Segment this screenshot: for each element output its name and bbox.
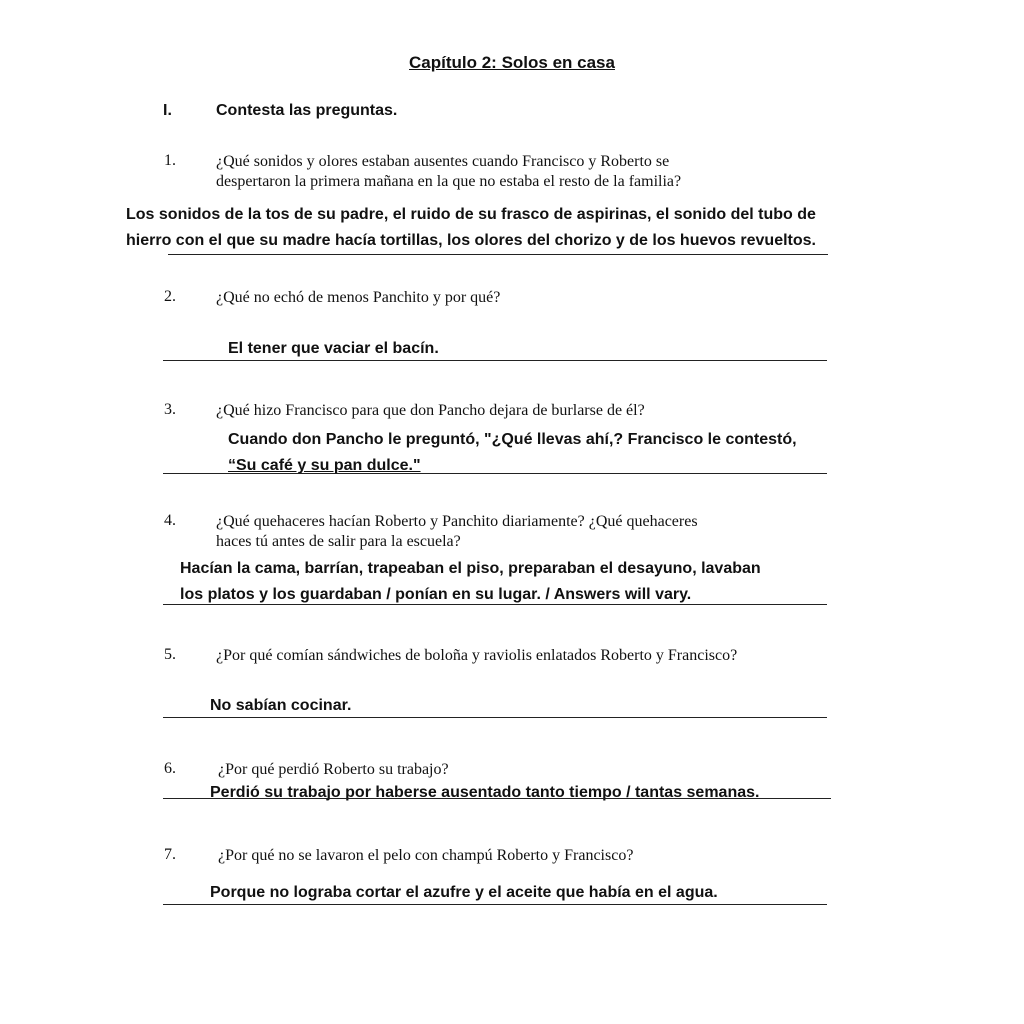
answer-line-rule (163, 798, 831, 799)
answer-line-rule (163, 360, 827, 361)
answer (210, 880, 718, 906)
answer-line: Cuando don Pancho le preguntó, "¿Qué llevas ahí,? Francisco le contestó, (228, 431, 797, 448)
question-line: ¿Qué no echó de menos Panchito y por qué? (216, 289, 501, 306)
question-line: ¿Por qué perdió Roberto su trabajo? (218, 761, 449, 778)
question-number: 1. (164, 152, 176, 169)
question-line: haces tú antes de salir para la escuela? (216, 533, 461, 550)
page-title-text: Capítulo 2: Solos en casa (409, 53, 615, 72)
answer-line-rule (163, 904, 827, 905)
answer-line: Perdió su trabajo por haberse ausentado tanto tiempo / tantas semanas. (210, 784, 760, 801)
question-number: 4. (164, 512, 176, 529)
question-number: 7. (164, 846, 176, 863)
answer-line: Los sonidos de la tos de su padre, el ruido de su frasco de aspirinas, el sonido del tubo de (126, 206, 816, 223)
question-number: 5. (164, 646, 176, 663)
question-text (216, 288, 500, 308)
question-line: ¿Qué quehaceres hacían Roberto y Panchito diariamente? ¿Qué quehaceres (216, 513, 698, 530)
question-line: ¿Por qué no se lavaron el pelo con champú Roberto y Francisco? (218, 847, 634, 864)
question-line: ¿Por qué comían sándwiches de boloña y raviolis enlatados Roberto y Francisco? (216, 647, 738, 664)
answer-line-rule (163, 473, 827, 474)
answer-underline (168, 254, 828, 255)
page-title (0, 53, 1024, 73)
answer-line-rule (163, 604, 827, 605)
question-text (218, 846, 633, 866)
answer-line: Hacían la cama, barrían, trapeaban el piso, preparaban el desayuno, lavaban (180, 560, 761, 577)
answer (210, 693, 351, 719)
section-number: I. (163, 102, 172, 119)
answer (126, 202, 816, 254)
question-text (218, 760, 449, 780)
question-number: 3. (164, 401, 176, 418)
question-line: ¿Qué sonidos y olores estaban ausentes cuando Francisco y Roberto se (216, 153, 670, 170)
question-text (216, 512, 698, 552)
answer-line: “Su café y su pan dulce." (228, 457, 421, 474)
answer-line: El tener que vaciar el bacín. (228, 340, 439, 357)
question-text (216, 646, 737, 666)
question-line: ¿Qué hizo Francisco para que don Pancho dejara de burlarse de él? (216, 402, 645, 419)
answer (228, 336, 439, 362)
question-text (216, 401, 645, 421)
answer-line-rule (163, 717, 827, 718)
answer (228, 427, 797, 479)
question-text (216, 152, 681, 192)
answer-line: No sabían cocinar. (210, 697, 352, 714)
answer-line: los platos y los guardaban / ponían en su lugar. / Answers will vary. (180, 586, 692, 603)
answer (180, 556, 761, 608)
answer-line: hierro con el que su madre hacía tortillas, los olores del chorizo y de los huevos revueltos. (126, 232, 816, 249)
section-instruction: Contesta las preguntas. (216, 102, 398, 119)
question-number: 2. (164, 288, 176, 305)
question-line: despertaron la primera mañana en la que no estaba el resto de la familia? (216, 173, 682, 190)
question-number: 6. (164, 760, 176, 777)
answer (210, 780, 759, 806)
answer-line: Porque no lograba cortar el azufre y el aceite que había en el agua. (210, 884, 718, 901)
